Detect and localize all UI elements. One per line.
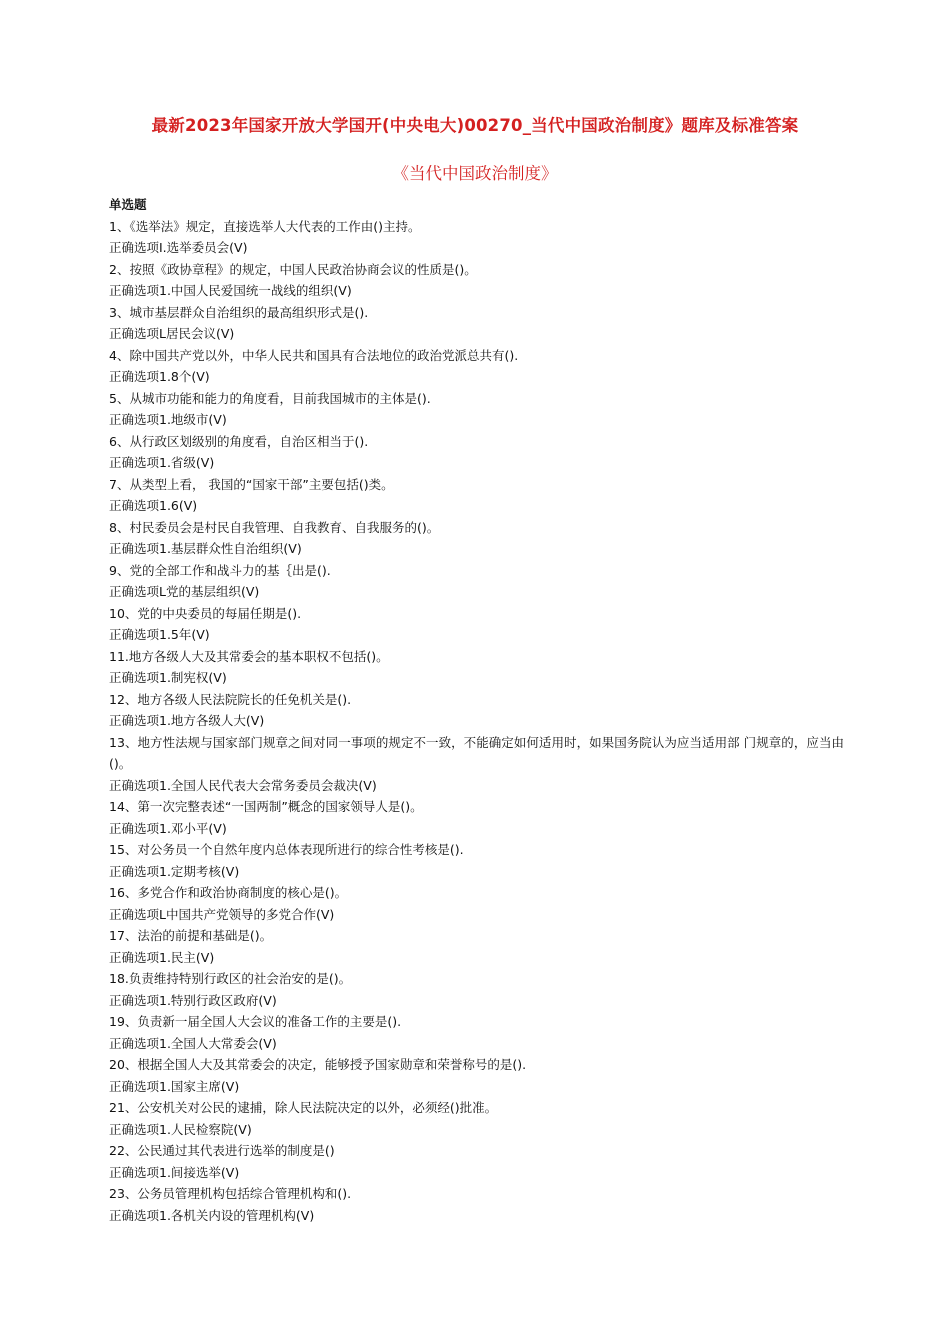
answer-text: 正确选项L中国共产党领导的多党合作(V) xyxy=(109,906,335,922)
question-text: 18.负责维持特别行政区的社会治安的是()。 xyxy=(109,971,352,986)
answer-text: 正确选项I.选举委员会(V) xyxy=(109,240,248,255)
question-text: 22、公民通过其代表进行选举的制度是() xyxy=(109,1143,335,1158)
question-text: 6、从行政区划级别的角度看，自治区相当于(). xyxy=(109,433,369,449)
answer-text: 正确选项1.各机关内设的管理机构(V) xyxy=(109,1207,315,1223)
answer-text: 正确选项1.人民检察院(V) xyxy=(109,1121,252,1137)
answer-text: 正确选项1.全国人民代表大会常务委员会裁决(V) xyxy=(109,777,377,793)
answer-text: 正确选项L居民会议(V) xyxy=(109,326,235,341)
question-text: 9、党的全部工作和战斗力的基｛出是(). xyxy=(109,562,331,578)
question-text: 19、负责新一届全国人大会议的准备工作的主要是(). xyxy=(109,1014,402,1029)
question-text: 7、从类型上看， 我国的“国家干部”主要包括()类。 xyxy=(109,476,394,492)
answer-text: 正确选项1.制宪权(V) xyxy=(109,670,227,685)
question-text: 5、从城市功能和能力的角度看，目前我国城市的主体是(). xyxy=(109,390,431,406)
answer-text: 正确选项1.8个(V) xyxy=(109,369,210,384)
question-text: 16、多党合作和政治协商制度的核心是()。 xyxy=(109,885,348,900)
question-text: 8、村民委员会是村民自我管理、自我教育、自我服务的()。 xyxy=(109,519,440,535)
question-text: 23、公务员管理机构包括综合管理机构和(). xyxy=(109,1186,352,1201)
document-subtitle: 《当代中国政治制度》 xyxy=(392,164,558,183)
question-text: 4、除中国共产党以外，中华人民共和国具有合法地位的政治党派总共有(). xyxy=(109,347,519,363)
answer-text: 正确选项1.省级(V) xyxy=(109,455,215,470)
answer-text: 正确选项1.地方各级人大(V) xyxy=(109,713,265,728)
answer-text: 正确选项1.定期考核(V) xyxy=(109,863,240,879)
answer-text: 正确选项1.特别行政区政府(V) xyxy=(109,992,277,1008)
answer-text: 正确选项1.地级市(V) xyxy=(109,412,227,427)
question-text: 3、城市基层群众自治组织的最高组织形式是(). xyxy=(109,304,369,320)
question-text: 12、地方各级人民法院院长的任免机关是(). xyxy=(109,691,352,707)
question-text: 13、地方性法规与国家部门规章之间对同一事项的规定不一致，不能确定如何适用时，如果国务院认为应当适用部 门规章的，应当由()。 xyxy=(109,734,844,771)
answer-text: 正确选项1.国家主席(V) xyxy=(109,1078,240,1094)
question-text: 2、按照《政协章程》的规定，中国人民政治协商会议的性质是()。 xyxy=(109,261,477,277)
question-text: 20、根据全国人大及其常委会的决定，能够授予国家勋章和荣誉称号的是(). xyxy=(109,1057,527,1072)
answer-text: 正确选项1.全国人大常委会(V) xyxy=(109,1035,277,1051)
question-text: 17、法治的前提和基础是()。 xyxy=(109,928,273,943)
question-text: 14、第一次完整表述“一国两制”概念的国家领导人是()。 xyxy=(109,799,423,814)
answer-text: 正确选项1.邓小平(V) xyxy=(109,820,227,836)
document-title: 最新2023年国家开放大学国开(中央电大)00270_当代中国政治制度》题库及标准答案 xyxy=(151,116,799,135)
answer-text: 正确选项1.中国人民爱国统一战线的组织(V) xyxy=(109,283,352,298)
question-list xyxy=(109,194,844,1226)
question-text: 21、公安机关对公民的逮捕，除人民法院决定的以外，必须经()批准。 xyxy=(109,1100,498,1115)
answer-text: 正确选项1.间接选举(V) xyxy=(109,1164,240,1180)
question-text: 1、《选举法》规定，直接选举人大代表的工作由()主持。 xyxy=(109,218,421,234)
answer-text: 正确选项1.基层群众性自治组织(V) xyxy=(109,541,302,556)
section-heading: 单选题 xyxy=(109,197,147,212)
answer-text: 正确选项1.民主(V) xyxy=(109,949,215,965)
question-text: 11.地方各级人大及其常委会的基本职权不包括()。 xyxy=(109,648,389,664)
question-text: 15、对公务员一个自然年度内总体表现所进行的综合性考核是(). xyxy=(109,842,464,857)
answer-text: 正确选项1.5年(V) xyxy=(109,627,210,642)
question-text: 10、党的中央委员的每届任期是(). xyxy=(109,605,302,621)
answer-text: 正确选项L党的基层组织(V) xyxy=(109,584,260,599)
answer-text: 正确选项1.6(V) xyxy=(109,498,198,513)
